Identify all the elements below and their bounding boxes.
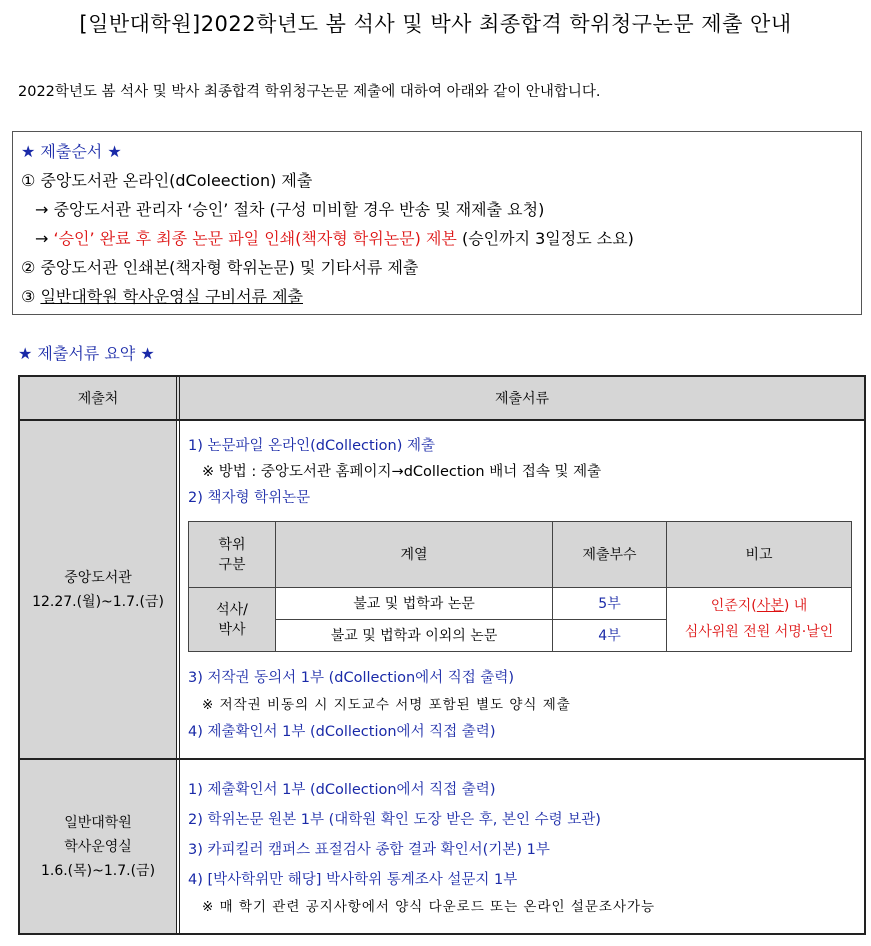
row-divider <box>20 758 864 760</box>
inner-degree-1: 석사/ <box>216 602 248 619</box>
row2-period: 1.6.(목)~1.7.(금) <box>40 862 156 879</box>
order-step-1b <box>21 224 861 253</box>
summary-heading: ★ 제출서류 요약 ★ <box>18 344 155 363</box>
intro-text: 2022학년도 봄 석사 및 박사 최종합격 학위청구논문 제출에 대하여 아래와 같이 안내합니다. <box>18 84 601 100</box>
row2-item-4: 4) [박사학위만 해당] 박사학위 통계조사 설문지 1부 <box>188 872 518 888</box>
row1-place-cell <box>20 421 176 758</box>
row1-period: 12.27.(월)~1.7.(금) <box>32 593 164 610</box>
inner-field-2: 불교 및 법학과 이외의 논문 <box>276 619 553 651</box>
row2-docs <box>188 775 655 919</box>
row1-item-3-note: ※ 저작권 비동의 시 지도교수 서명 포함된 별도 양식 제출 <box>202 697 571 713</box>
row1-item-2: 2) 책자형 학위논문 <box>188 490 311 506</box>
remark-part-underlined: 사본 <box>756 598 784 615</box>
inner-field-1: 불교 및 법학과 논문 <box>276 587 553 619</box>
inner-copies-1: 5부 <box>553 587 667 619</box>
summary-table <box>18 375 866 935</box>
order-step-3 <box>21 282 861 311</box>
inner-header-degree-2: 구분 <box>218 557 246 574</box>
remark-part-a: 인준지( <box>710 598 757 615</box>
order-step-2: ② 중앙도서관 인쇄본(책자형 학위논문) 및 기타서류 제출 <box>21 258 419 277</box>
inner-copies-2: 4부 <box>553 619 667 651</box>
inner-header-degree <box>189 522 276 588</box>
inner-remark-cell <box>667 587 852 652</box>
order-step-3-num: ③ <box>21 287 41 306</box>
row1-item-1: 1) 논문파일 온라인(dCollection) 제출 <box>188 438 436 454</box>
row1-item-1-note: ※ 방법 : 중앙도서관 홈페이지→dCollection 배너 접속 및 제출 <box>202 464 602 480</box>
order-step-1: ① 중앙도서관 온라인(dColeection) 제출 <box>21 171 313 190</box>
row1-item-4: 4) 제출확인서 1부 (dCollection에서 직접 출력) <box>188 724 496 740</box>
column-divider <box>176 377 180 933</box>
order-step-1b-emphasis: ‘승인’ 완료 후 최종 논문 파일 인쇄(책자형 학위논문) 제본 <box>53 229 457 248</box>
header-docs: 제출서류 <box>494 391 550 407</box>
order-step-1b-rest: (승인까지 3일정도 소요) <box>456 229 634 248</box>
order-step-1b-arrow: → <box>35 229 54 248</box>
table-header <box>20 377 864 421</box>
inner-remark-line-1 <box>668 593 850 619</box>
row2-item-2: 2) 학위논문 원본 1부 (대학원 확인 도장 받은 후, 본인 수령 보관) <box>188 812 601 828</box>
row2-item-1: 1) 제출확인서 1부 (dCollection에서 직접 출력) <box>188 782 496 798</box>
row1-docs-top <box>188 433 601 511</box>
row1-item-3: 3) 저작권 동의서 1부 (dCollection에서 직접 출력) <box>188 670 515 686</box>
inner-header-copies: 제출부수 <box>553 522 667 588</box>
inner-degree-cell <box>189 587 276 652</box>
header-place: 제출처 <box>77 391 119 407</box>
inner-header-field: 계열 <box>276 522 553 588</box>
order-step-3-text: 일반대학원 학사운영실 구비서류 제출 <box>40 287 303 306</box>
inner-remark-line-2: 심사위원 전원 서명·날인 <box>684 624 834 641</box>
row2-item-4-note: ※ 매 학기 관련 공지사항에서 양식 다운로드 또는 온라인 설문조사가능 <box>202 899 656 915</box>
row1-docs-bottom <box>188 665 571 746</box>
row2-place-cell <box>20 760 176 933</box>
inner-degree-2: 박사 <box>218 622 246 639</box>
inner-header-remark: 비고 <box>667 522 852 588</box>
row2-place-1: 일반대학원 <box>64 814 132 831</box>
order-heading: ★ 제출순서 ★ <box>21 142 122 161</box>
row1-place: 중앙도서관 <box>64 569 132 586</box>
order-step-1a: → 중앙도서관 관리자 ‘승인’ 절차 (구성 미비할 경우 반송 및 재제출 요청) <box>35 200 545 219</box>
page-title: [일반대학원]2022학년도 봄 석사 및 박사 최종합격 학위청구논문 제출 안내 <box>79 12 792 36</box>
inner-header-degree-1: 학위 <box>218 537 246 554</box>
row2-place-2: 학사운영실 <box>64 838 132 855</box>
row2-item-3: 3) 카피킬러 캠퍼스 표절검사 종합 결과 확인서(기본) 1부 <box>188 842 550 858</box>
print-copies-table <box>188 521 852 652</box>
remark-part-b: ) 내 <box>783 598 808 615</box>
submission-order-box <box>12 131 862 315</box>
